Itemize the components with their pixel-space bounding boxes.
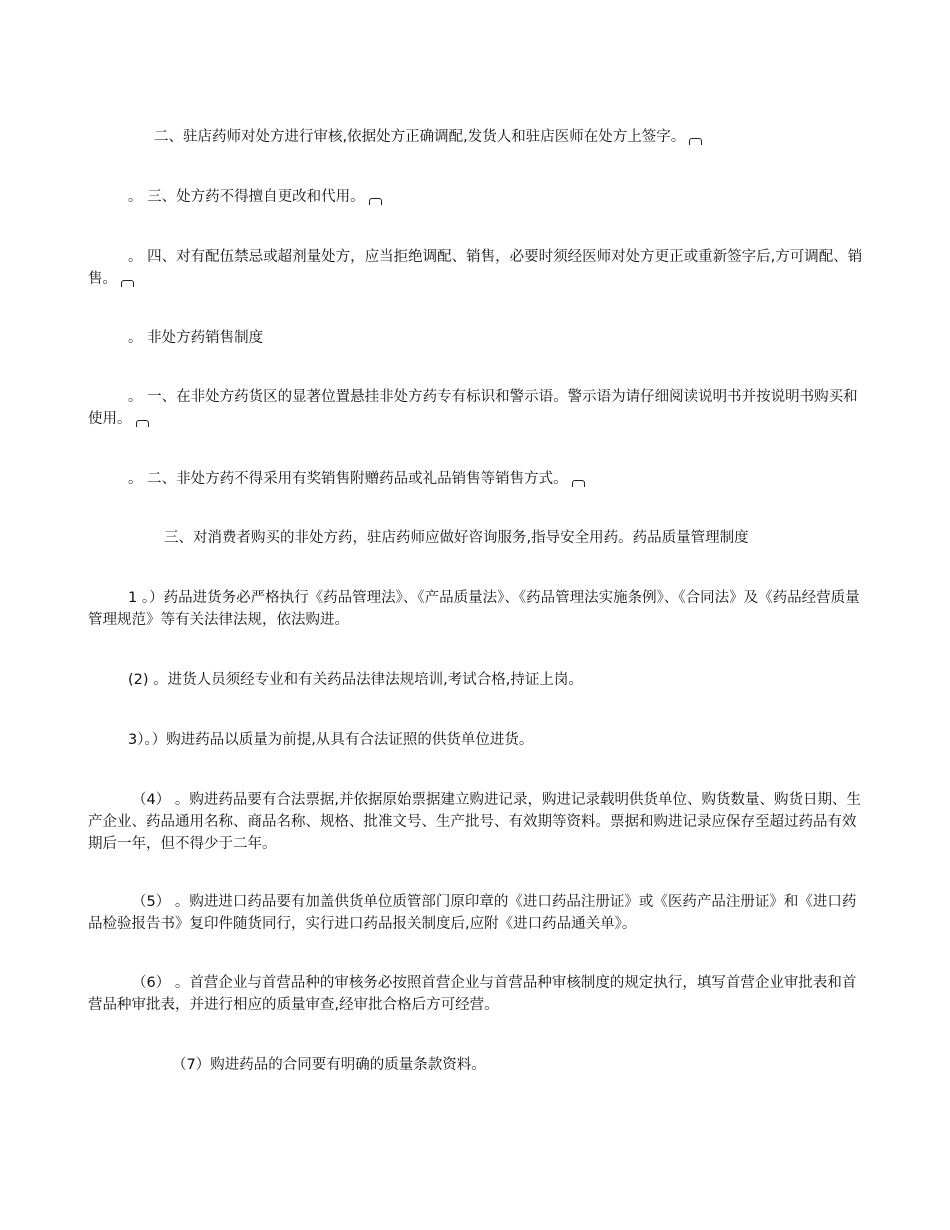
paragraph-text: 三、对消费者购买的非处方药，驻店药师应做好咨询服务,指导安全用药。药品质量管理制度 <box>164 530 749 546</box>
paragraph-8 <box>88 587 864 631</box>
paragraph-text: 。 三、处方药不得擅自更改和代用。 <box>128 189 365 205</box>
paragraph-6 <box>88 468 864 490</box>
return-mark-icon <box>689 138 702 145</box>
paragraph-text: 1 。）药品进货务必严格执行《药品管理法》、《产品质量法》、《药品管理法实施条例》、《合同法》及《药品经营质量管理规范》等有关法律法规，依法购进。 <box>88 590 860 628</box>
return-mark-icon <box>369 198 382 205</box>
paragraph-text: 。 二、非处方药不得采用有奖销售附赠药品或礼品销售等销售方式。 <box>128 471 568 487</box>
paragraph-text: （5） 。购进进口药品要有加盖供货单位质管部门原印章的《进口药品注册证》或《医药产品注册证》和《进口药品检验报告书》复印件随货同行，实行进口药品报关制度后,应附《进口药品通关单》。 <box>88 894 857 932</box>
paragraph-2 <box>88 186 864 208</box>
paragraph-11 <box>88 789 864 855</box>
return-mark-icon <box>572 480 585 487</box>
paragraph-7 <box>88 527 864 549</box>
paragraph-text: 。 一、在非处方药货区的显著位置悬挂非处方药专有标识和警示语。警示语为请仔细阅读说明书并按说明书购买和使用。 <box>88 389 858 427</box>
paragraph-text: （6） 。首营企业与首营品种的审核务必按照首营企业与首营品种审核制度的规定执行，填写首营企业审批表和首营品种审批表，并进行相应的质量审查,经审批合格后方可经营。 <box>88 975 857 1013</box>
return-mark-icon <box>136 420 149 427</box>
paragraph-3 <box>88 246 864 290</box>
paragraph-text: 3）。）购进药品以质量为前提,从具有合法证照的供货单位进货。 <box>128 732 534 748</box>
paragraph-text: (2) 。进货人员须经专业和有关药品法律法规培训,考试合格,持证上岗。 <box>128 672 583 688</box>
paragraph-10 <box>88 729 864 751</box>
paragraph-text: 。 四、对有配伍禁忌或超剂量处方，应当拒绝调配、销售，必要时须经医师对处方更正或重新签字后,方可调配、销售。 <box>88 249 863 287</box>
paragraph-12 <box>88 891 864 935</box>
paragraph-14 <box>88 1054 864 1076</box>
paragraph-text: （4） 。购进药品要有合法票据,并依据原始票据建立购进记录，购进记录载明供货单位、购货数量、购货日期、生产企业、药品通用名称、商品名称、规格、批准文号、生产批号、有效期等资料。票据和购进记录应保存至超过药品有效期后一年，但不得少于二年。 <box>88 792 861 852</box>
paragraph-1 <box>88 126 864 148</box>
section-heading-otc <box>88 327 864 349</box>
paragraph-9 <box>88 669 864 691</box>
paragraph-text: 二、驻店药师对处方进行审核,依据处方正确调配,发货人和驻店医师在处方上签字。 <box>154 129 686 145</box>
paragraph-13 <box>88 972 864 1016</box>
return-mark-icon <box>121 280 134 287</box>
paragraph-5 <box>88 386 864 430</box>
heading-text: 。 非处方药销售制度 <box>128 330 264 346</box>
paragraph-text: （7）购进药品的合同要有明确的质量条款资料。 <box>172 1057 486 1073</box>
